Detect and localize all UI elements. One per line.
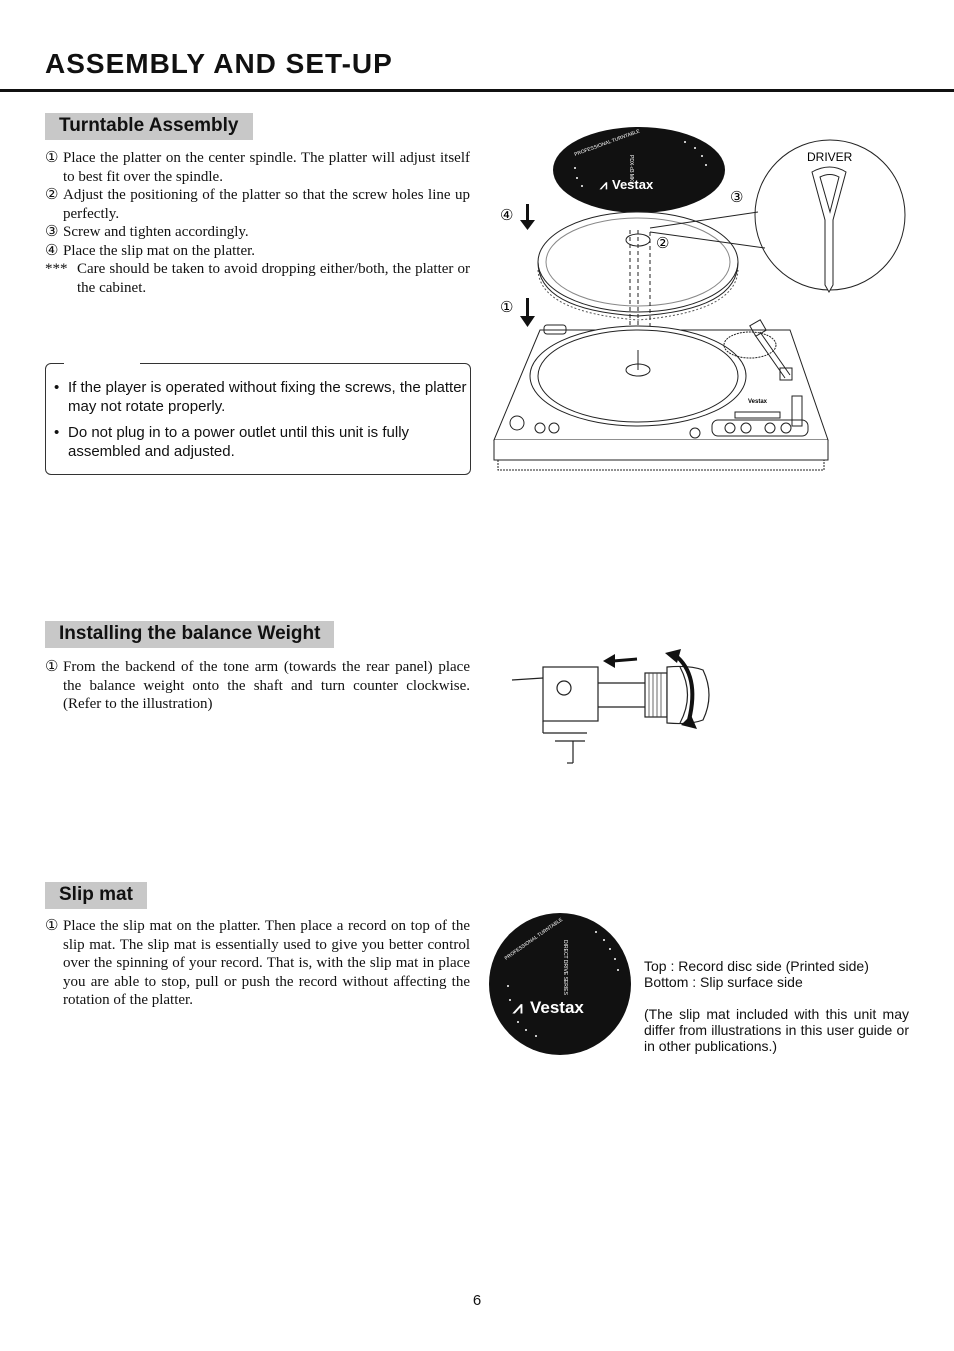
step-text: Adjust the positioning of the platter so that the screw holes line up perfectly. bbox=[63, 187, 470, 222]
step-text: Screw and tighten accordingly. bbox=[63, 224, 249, 240]
caption-top-line: Top : Record disc side (Printed side) bbox=[644, 958, 869, 974]
step-number: ③ bbox=[45, 224, 59, 240]
turntable-body-illustration bbox=[494, 320, 828, 470]
step-number: ① bbox=[45, 150, 59, 166]
section-heading-balance-weight: Installing the balance Weight bbox=[45, 621, 334, 648]
push-arrow bbox=[603, 654, 637, 668]
caution-box bbox=[45, 363, 471, 475]
page-title: ASSEMBLY AND SET-UP bbox=[45, 48, 393, 79]
callout-4: ④ bbox=[500, 208, 514, 224]
caution-text: Do not plug in to a power outlet until this unit is fully assembled and adjusted. bbox=[68, 424, 410, 460]
mat-series-text: DIRECT DRIVE SERIES bbox=[562, 940, 568, 995]
caution-box-tab-gap bbox=[64, 359, 140, 367]
caution-item: • If the player is operated without fixing the screws, the platter may not rotate properly. bbox=[54, 379, 467, 415]
slip-mat-caption bbox=[644, 958, 909, 1054]
mat-brand-text: Vestax bbox=[530, 998, 584, 1017]
down-arrow-4 bbox=[520, 204, 535, 230]
callout-3: ③ bbox=[730, 190, 744, 206]
section-heading-turntable-assembly: Turntable Assembly bbox=[45, 113, 253, 140]
step-1 bbox=[45, 917, 470, 1010]
caption-bottom-line: Bottom : Slip surface side bbox=[644, 974, 803, 990]
caution-text: If the player is operated without fixing the screws, the platter may not rotate properly. bbox=[68, 379, 467, 415]
driver-label: DRIVER bbox=[807, 150, 853, 164]
care-note bbox=[45, 260, 470, 297]
step-number: ④ bbox=[45, 242, 59, 259]
step-text: Place the slip mat on the platter. Then place a record on top of the slip mat. The slip mat is essentially used to give you better control over the spinning of your record. That is, with the slip mat in place you are able to stop, pull or push the record without affecting the rotation of the platter. bbox=[63, 918, 470, 1008]
mat-brand-text: Vestax bbox=[612, 177, 654, 192]
note-mark: *** bbox=[45, 261, 68, 277]
mat-brand-logo: ⩘ bbox=[600, 177, 608, 192]
caution-item: • Do not plug in to a power outlet until this unit is fully assembled and adjusted. bbox=[54, 424, 410, 460]
page-number: 6 bbox=[472, 1292, 482, 1309]
title-rule bbox=[0, 89, 954, 92]
step-number: ① bbox=[45, 918, 59, 934]
turntable-assembly-steps bbox=[45, 149, 470, 297]
slip-mat-steps bbox=[45, 917, 470, 1010]
turntable-assembly-illustration bbox=[490, 120, 920, 500]
callout-1: ① bbox=[500, 300, 514, 316]
mat-model-text: PDX-d3 MKII bbox=[628, 155, 634, 185]
down-arrow-1 bbox=[520, 298, 535, 327]
section-heading-slip-mat: Slip mat bbox=[45, 882, 147, 909]
step-1 bbox=[45, 658, 470, 714]
mat-print-text: PROFESSIONAL TURNTABLE bbox=[503, 916, 564, 962]
step-2 bbox=[45, 186, 470, 223]
step-number: ① bbox=[45, 659, 59, 675]
slip-mat-illustration bbox=[553, 127, 725, 213]
balance-weight-illustration bbox=[505, 645, 725, 770]
body-brand-text: Vestax bbox=[748, 399, 768, 405]
step-4 bbox=[45, 242, 470, 261]
step-text: From the backend of the tone arm (towards the rear panel) place the balance weight onto the shaft and turn counter clockwise. (Refer to the illustration) bbox=[63, 659, 470, 712]
step-number: ② bbox=[45, 187, 59, 203]
step-1 bbox=[45, 149, 470, 186]
balance-weight-steps bbox=[45, 658, 470, 714]
slip-mat-disc-illustration bbox=[488, 912, 632, 1056]
mat-print-text: PROFESSIONAL TURNTABLE bbox=[573, 128, 641, 158]
note-text: Care should be taken to avoid dropping either/both, the platter or the cabinet. bbox=[77, 261, 470, 296]
step-3 bbox=[45, 223, 470, 242]
caption-note: (The slip mat included with this unit may differ from illustrations in this user guide or in other publications.) bbox=[644, 1006, 909, 1054]
step-text: Place the platter on the center spindle. The platter will adjust itself to best fit over the spindle. bbox=[63, 150, 470, 185]
mat-brand-logo: ⩘ bbox=[513, 998, 523, 1017]
callout-2: ② bbox=[656, 236, 670, 252]
step-text: Place the slip mat on the platter. bbox=[63, 242, 256, 259]
